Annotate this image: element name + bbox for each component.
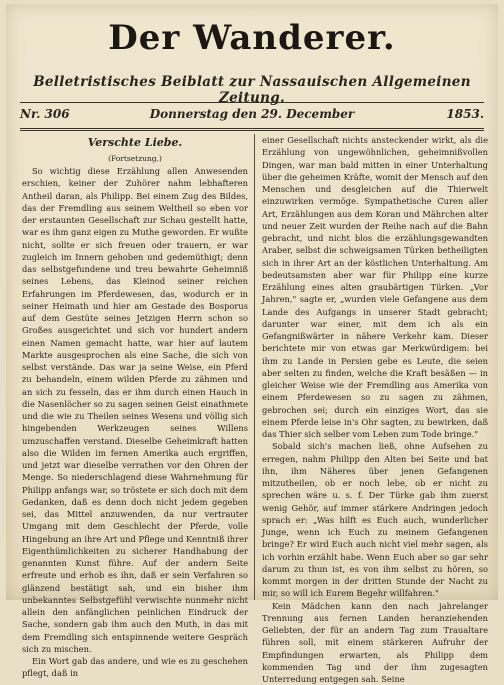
column-divider xyxy=(254,134,255,600)
double-rule xyxy=(20,128,484,131)
right-column xyxy=(262,134,488,600)
issue-line xyxy=(20,107,484,125)
article-title: Verschte Liebe. xyxy=(22,136,248,150)
newspaper-page xyxy=(6,4,498,600)
issue-year: 1853. xyxy=(446,107,484,121)
paragraph: Sobald sich's machen ließ, ohne Aufsehen zu erregen, nahm Philipp den Alten bei Seite und bat ihn, ihm Näheres über jenen Gefangenen mitzutheilen, ob er noch lebe, ob er nicht zu sprechen wäre u. s. f. Der Türke gab ihm zuerst wenig Gehör, auf immer stärkere Andringen jedoch sprach er: „Was hilft es Euch auch, wunderlicher Junge, wenn ich Euch zu meinem Gefangenen bringe? Er wird Euch auch nicht viel mehr sagen, als ich vorhin erzählt habe. Wenn Euch aber so gar sehr darum zu thun ist, es von ihm selbst zu hören, so kommt morgen in der dritten Stunde der Nacht zu mir, so will ich Eurem Begehr willfahren." xyxy=(262,440,488,599)
right-column-text xyxy=(262,134,488,685)
issue-number: Nr. 306 xyxy=(20,107,70,121)
left-column-text xyxy=(22,165,248,680)
paragraph: einer Gesellschaft nichts ansteckender wirkt, als die Erzählung von ungewöhnlichen, geheimnißvollen Dingen, war man bald mitten in einer Unterhaltung über die geheimen Kräfte, womit der Mensch auf den Menschen und desgleichen auf die Thierwelt einzuwirken vermöge. Sympathetische Curen aller Art, Erzählungen aus dem Koran und Mährchen alter und neuer Zeit wurden der Reihe nach auf die Bahn gebracht, und nicht blos die erzählungsgewandten Araber, selbst die schweigsamen Türken betheiligten sich in ihrer Art an der köstlichen Unterhaltung. Am bedeutsamsten aber war für Philipp eine kurze Erzählung eines alten graubärtigen Türken. „Vor Jahren," sagte er, „wurden viele Gefangene aus dem Lande des Aufgangs in unserer Stadt gebracht; darunter war einer, mit dem ich als ein Gefangnißwärter in nähere Verkehr kam. Dieser berichtete mir von etwas gar Merkwürdigem: bei ihm zu Lande in Persien gebe es Leute, die seien aber selten zu finden, welche die Kraft besäßen — in gleicher Weise wie der Fremdling aus Amerika von einem Pferdewesen so zu sagen zu zähmen, gebrochen sei; durch ein einziges Wort, das sie einem Pferde leise in's Ohr sagten, zu bewirken, daß das Thier sich selber vom Leben zum Tode bringe." xyxy=(262,134,488,440)
issue-date: Donnerstag den 29. December xyxy=(20,107,484,121)
paragraph: Ein Wort gab das andere, und wie es zu geschehen pflegt, daß in xyxy=(22,655,248,680)
masthead-title: Der Wanderer. xyxy=(6,18,498,58)
paragraph: Kein Mädchen kann den nach jahrelanger Trennung aus fernen Landen heranziehenden Geliebten, der für an andern Tag zum Traualtare führen soll, mit einem stärkeren Aufruhr der Empfindungen erwarten, als Philipp dem kommenden Tag und der ihm zugesagten Unterredung entgegen sah. Seine xyxy=(262,600,488,685)
left-column xyxy=(22,134,248,600)
paragraph: So wichtig diese Erzählung allen Anwesenden erschien, keiner der Zuhörer nahm lebhafteren Antheil daran, als Philipp. Bei einem Zug des Bildes, das der Fremdling aus seinem Weltheil so eben vor der erstaunten Gesellschaft zur Schau gestellt hatte, war es ihm ganz eigen zu Muthe geworden. Er wußte nicht, sollte er sich freuen oder trauern, er war zugleich im Innern gehoben und gedemüthigt; denn das selbstgefundene und treu bewahrte Geheimniß seines Lebens, das Kleinod seiner reichen Erfahrungen im Pferdewesen, das, wodurch er in seiner Heimath und hier am Gestade des Bosporus auf dem Gestüte seines Jetzigen Herrn schon so Großes ausgerichtet und sich vor hundert andern einen Namen gemacht hatte, war hier auf lautem Markte ausgesprochen als eine Sache, die sich von selbst verstände. Das war ja seine Weise, ein Pferd zu behandeln, einem wilden Pferde zu zähmen und an sich zu fesseln, das er ihm durch einen Hauch in die Nasenlöcher so zu sagen seinen Geist einathmete und die wie zu Theilen seines Wesens und völlig sich hingebenden Werkzeugen seines Willens umzuschaffen verstand. Dieselbe Geheimkraft hatten also die Wilden im fernen Amerika auch ergriffen, und jetzt war dieselbe verrathen vor den Ohren der Menge. So niederschlagend diese Wahrnehmung für Philipp anfangs war, so tröstete er sich doch mit dem Gedanken, daß es denn doch nicht jedem gegeben sei, das Mittel anzuwenden, da nur vertrauter Umgang mit dem Geschlecht der Pferde, volle Hingebung an ihre Art und Pflege und Kenntniß ihrer Eigenthümlichkeiten zu sicherer Handhabung der genannten Kunst führe. Auf der andern Seite erfreute und erhob es ihn, daß er sein Verfahren so glänzend bestätigt sah, und ein bisher ihm unbekanntes Selbstgefühl verwischte nunmehr nicht allein den anfänglichen peinlichen Eindruck der Sache, sondern gab ihm auch den Muth, in das mit dem Fremdling sich entspinnende weitere Gespräch sich zu mischen. xyxy=(22,165,248,655)
masthead-subtitle: Belletristisches Beiblatt zur Nassauischen Allgemeinen Zeitung. xyxy=(6,74,498,106)
continued-note: (Fortsetzung.) xyxy=(22,153,248,164)
top-rule xyxy=(20,102,484,103)
